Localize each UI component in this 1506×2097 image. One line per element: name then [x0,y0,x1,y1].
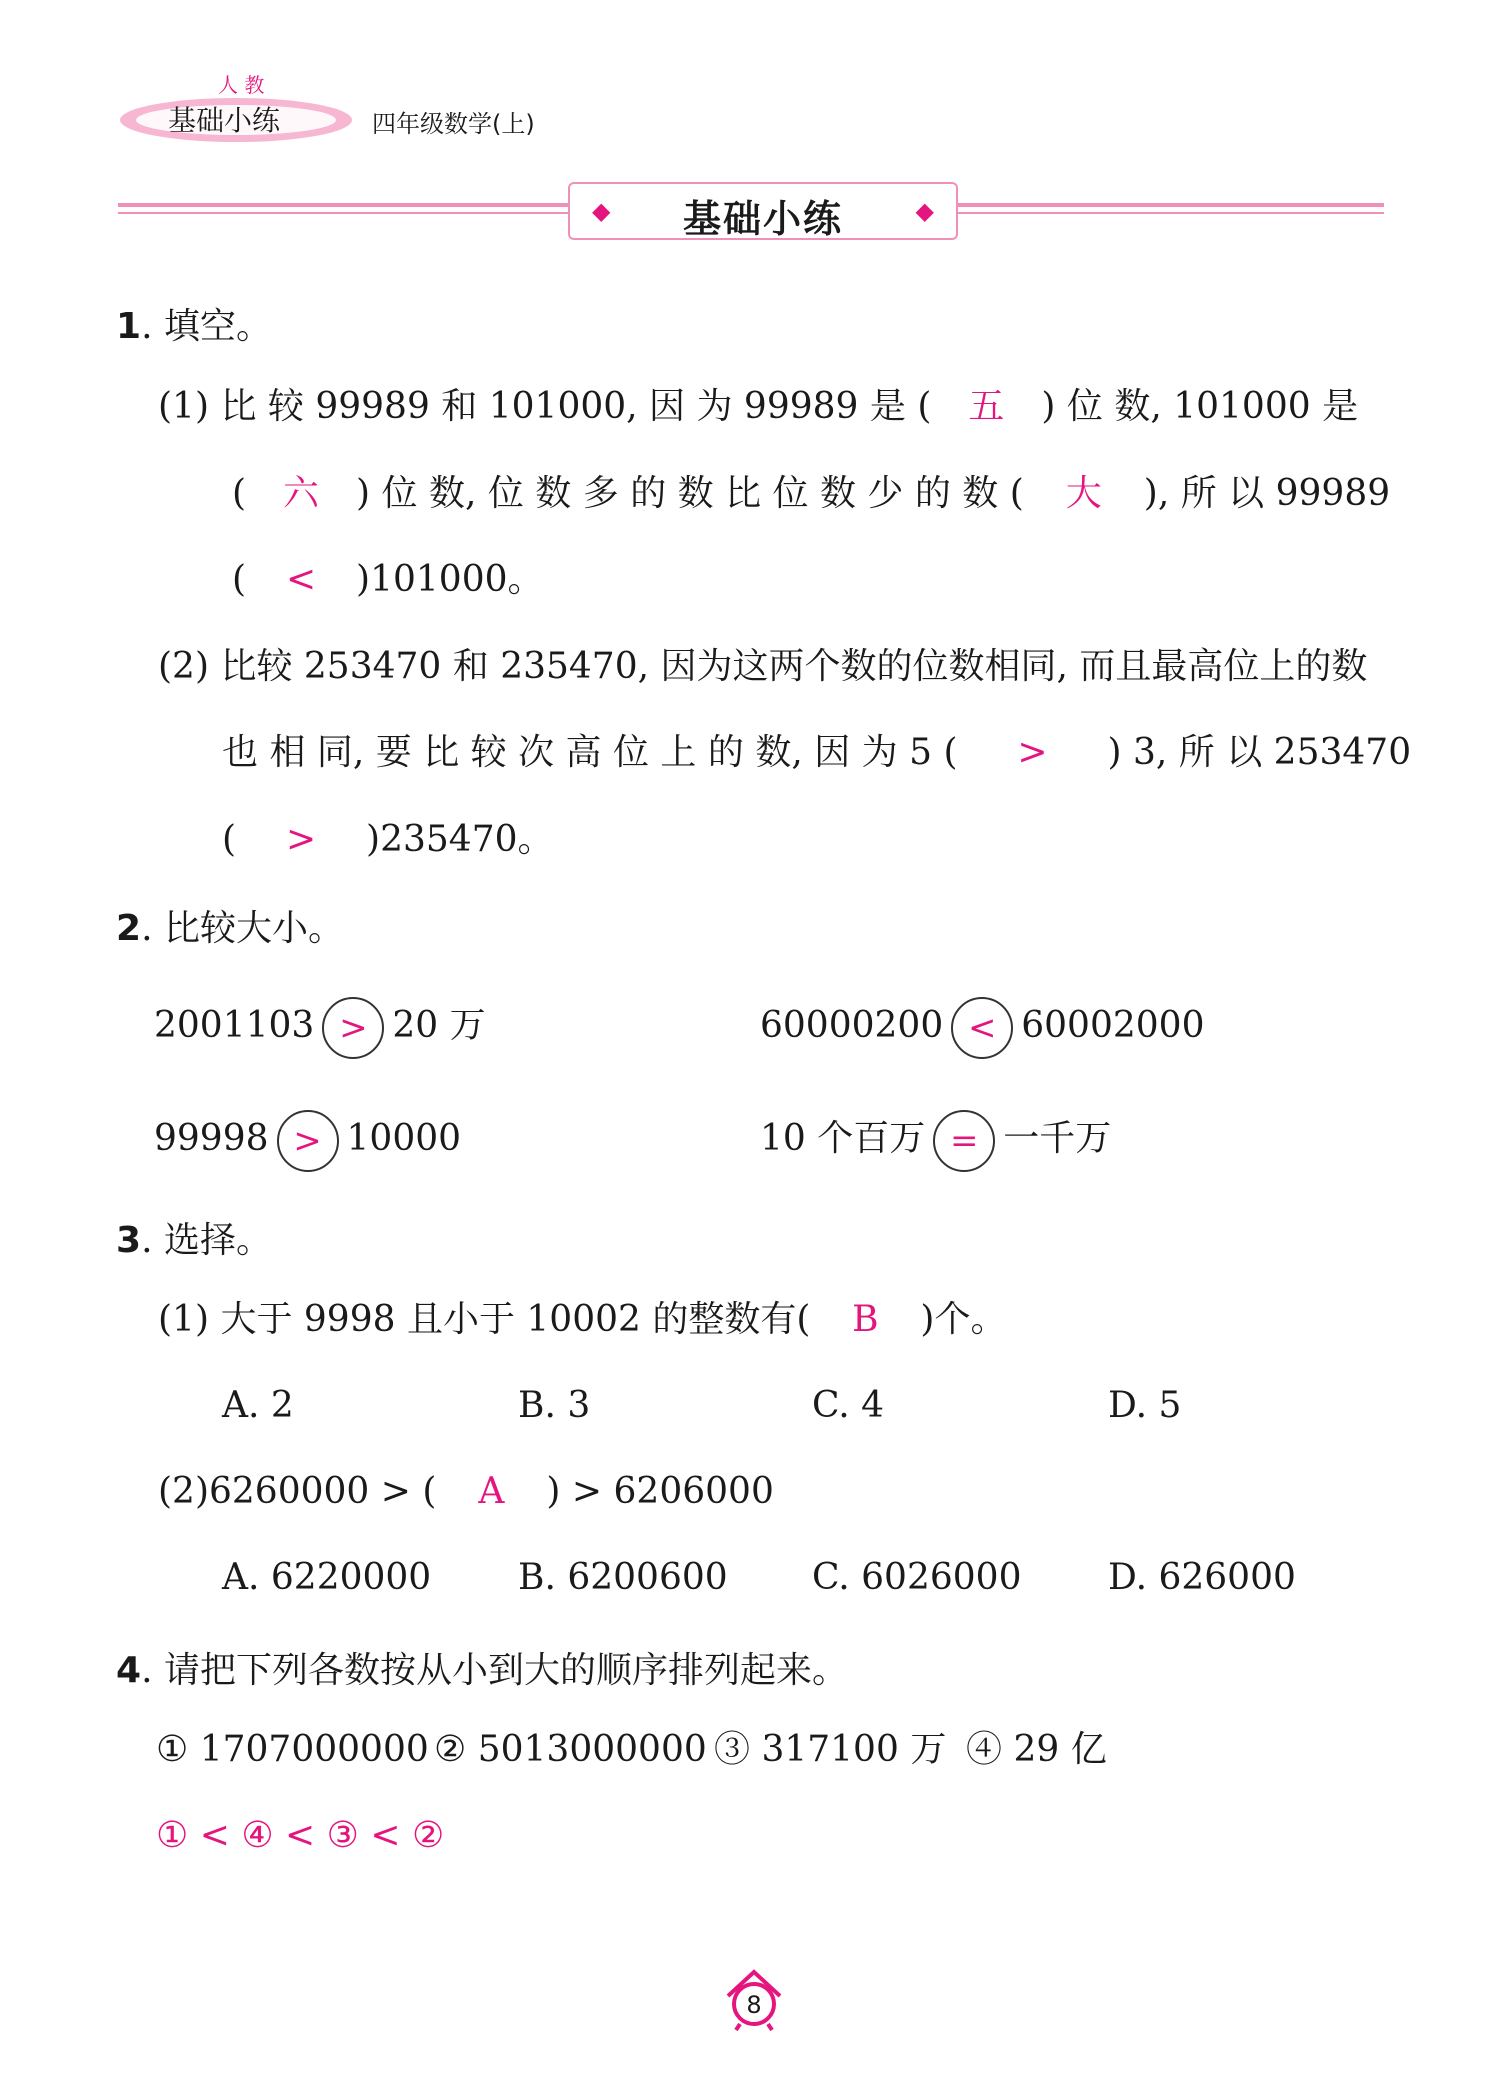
number-item: ① 1707000000 [156,1729,429,1770]
q3-heading: 3. 选择。 [116,1220,272,1261]
page-number: 8 [746,1991,762,2019]
answer-blank: 五 [968,386,1005,427]
compare-item: 60000200 < 60002000 [760,997,1204,1059]
q1-p2-line3: ( > )235470。 [222,819,554,860]
number-item: ③ 317100 万 [714,1729,947,1770]
answer-blank: > [1017,732,1048,773]
banner-stripe-right-2 [952,212,1384,214]
option-b: B. 6200600 [518,1557,728,1598]
banner-stripe-right [952,203,1384,207]
compare-item: 2001103 > 20 万 [154,997,486,1059]
option-c: C. 4 [812,1385,885,1426]
option-b: B. 3 [518,1385,591,1426]
compare-item: 99998 > 10000 [154,1110,461,1172]
answer-circle: < [951,997,1013,1059]
answer-blank: B [852,1299,879,1340]
answer-blank: A [478,1471,505,1512]
grade-label: 四年级数学(上) [372,110,535,138]
q1-p2-line1: (2) 比较 253470 和 235470, 因为这两个数的位数相同, 而且最高位上的数 [158,646,1368,687]
banner-stripe-left-2 [118,212,570,214]
answer-circle: > [322,997,384,1059]
q1-p1-line3: ( < )101000。 [232,559,544,600]
banner-stripe-left [118,203,570,207]
option-a: A. 2 [222,1385,294,1426]
logo-text: 基础小练 [168,104,281,137]
number-item: ④ 29 亿 [966,1729,1107,1770]
number-item: ② 5013000000 [434,1729,707,1770]
option-d: D. 5 [1108,1385,1182,1426]
answer-circle: > [277,1110,339,1172]
option-a: A. 6220000 [222,1557,432,1598]
section-title: 基础小练 [682,197,843,241]
series-logo [118,68,358,150]
q1-p1-line2: ( 六 ) 位 数, 位 数 多 的 数 比 位 数 少 的 数 ( 大 ), 所 以 99989 [232,473,1391,514]
q1-p1-line1: (1) 比 较 99989 和 101000, 因 为 99989 是 ( 五 ) 位 数, 101000 是 [158,386,1359,427]
q1-heading: 1. 填空。 [116,306,272,347]
section-banner [568,182,958,240]
diamond-icon: ◆ [915,197,934,225]
q2-heading: 2. 比较大小。 [116,908,344,949]
publisher-label: 人 教 [218,73,265,97]
answer-circle: = [933,1110,995,1172]
q3-p2-stem: (2)6260000 > ( A ) > 6206000 [158,1471,774,1512]
answer-blank: 六 [283,473,320,514]
page-number-badge [722,1968,786,2032]
compare-item: 10 个百万 = 一千万 [760,1110,1111,1172]
q3-p1-stem: (1) 大于 9998 且小于 10002 的整数有( B )个。 [158,1299,1007,1340]
option-d: D. 626000 [1108,1557,1296,1598]
q4-answer: ① < ④ < ③ < ② [156,1815,445,1856]
answer-blank: > [285,819,317,860]
answer-blank: 大 [1065,473,1102,514]
answer-blank: < [285,559,317,600]
option-c: C. 6026000 [812,1557,1022,1598]
q1-p2-line2: 也 相 同, 要 比 较 次 高 位 上 的 数, 因 为 5 ( > ) 3, 所 以 253470 [222,732,1412,773]
diamond-icon: ◆ [592,197,611,225]
q4-heading: 4. 请把下列各数按从小到大的顺序排列起来。 [116,1650,848,1691]
